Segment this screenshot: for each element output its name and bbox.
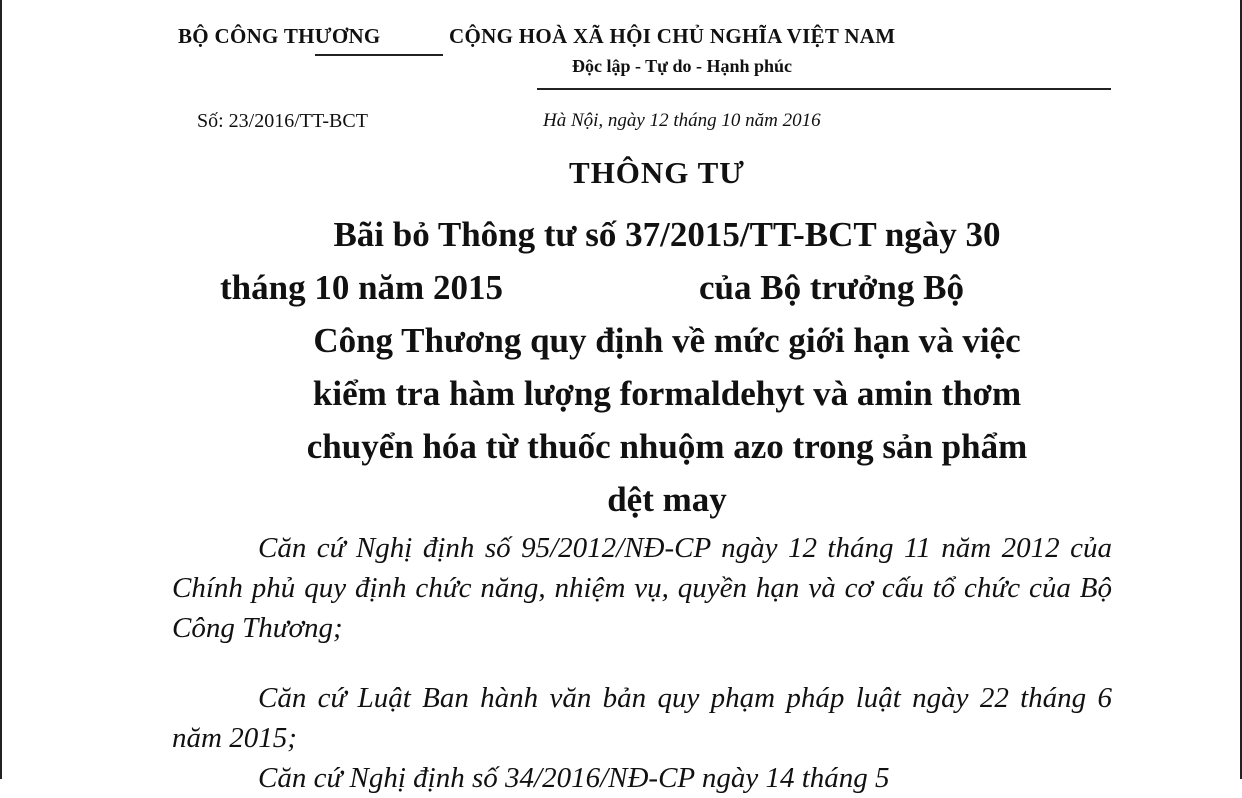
motto-underline (537, 88, 1111, 90)
title-line-2 (172, 261, 1162, 314)
title-line-4: kiểm tra hàm lượng formaldehyt và amin thơm (312, 374, 1022, 413)
title-line-5: chuyển hóa từ thuốc nhuộm azo trong sản phẩm (306, 427, 1028, 466)
document-number: Số: 23/2016/TT-BCT (197, 110, 368, 132)
nation-name: CỘNG HOÀ XÃ HỘI CHỦ NGHĨA VIỆT NAM (449, 24, 896, 48)
title-line-6: dệt may (607, 480, 727, 519)
document-place-date: Hà Nội, ngày 12 tháng 10 năm 2016 (543, 110, 821, 131)
national-motto: Độc lập - Tự do - Hạnh phúc (572, 56, 793, 76)
title-line-3: Công Thương quy định về mức giới hạn và việc (313, 321, 1021, 360)
legal-basis-text-2: Căn cứ Luật Ban hành văn bản quy phạm pháp luật ngày 22 tháng 6 năm 2015; (172, 682, 1112, 754)
legal-basis-text-1: Căn cứ Nghị định số 95/2012/NĐ-CP ngày 12 tháng 11 năm 2012 của Chính phủ quy định chức năng, nhiệm vụ, quyền hạn và cơ cấu tổ chức của Bộ Công Thương; (172, 532, 1112, 644)
legal-basis-paragraph-2 (172, 678, 1112, 758)
title-line-2-part-b: của Bộ trưởng Bộ (698, 268, 964, 307)
legal-basis-text-3: Căn cứ Nghị định số 34/2016/NĐ-CP ngày 14 tháng 5 (258, 762, 890, 794)
ministry-underline (315, 54, 443, 56)
legal-basis-paragraph-3 (172, 758, 1112, 798)
ministry-name: BỘ CÔNG THƯƠNG (178, 24, 381, 48)
document-title (172, 208, 1162, 526)
title-line-2-part-a: tháng 10 năm 2015 (220, 268, 503, 307)
title-line-1: Bãi bỏ Thông tư số 37/2015/TT-BCT ngày 30 (333, 215, 1001, 254)
legal-basis-paragraph-1 (172, 528, 1112, 648)
document-type: THÔNG TƯ (569, 155, 745, 190)
